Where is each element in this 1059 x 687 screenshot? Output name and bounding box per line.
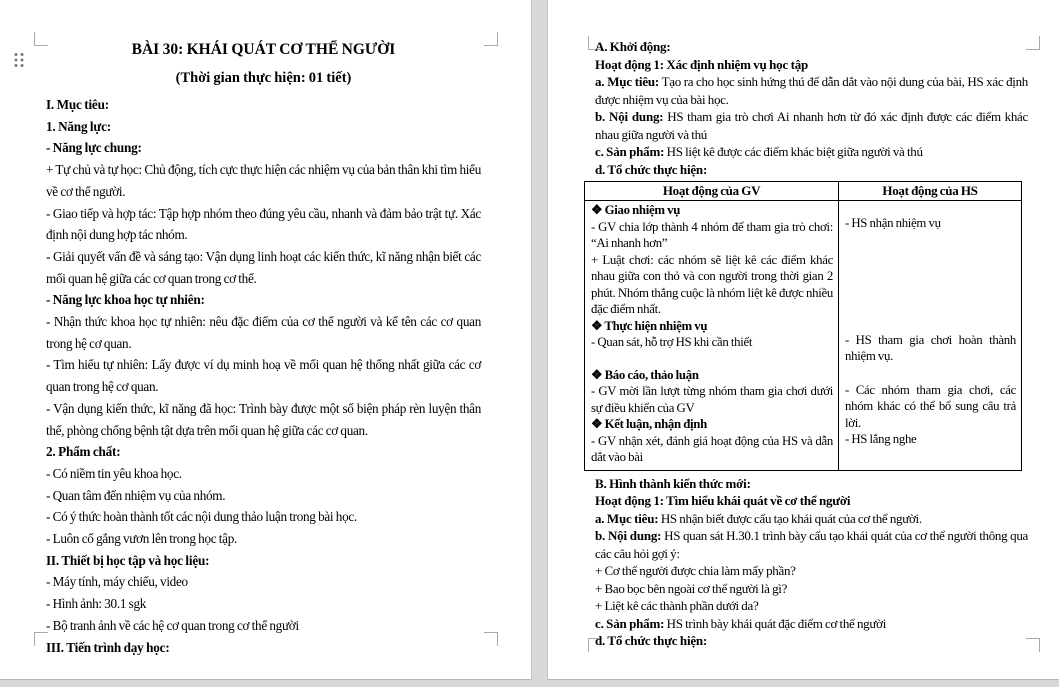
- text-boundary-mark: [1026, 638, 1040, 652]
- paragraph[interactable]: 2. Phẩm chất:: [46, 444, 121, 460]
- paragraph[interactable]: + Cơ thể người được chia làm mấy phần?: [595, 563, 796, 578]
- paragraph[interactable]: - GV nhận xét, đánh giá hoạt động của HS và dẫn dắt vào bài: [591, 433, 833, 464]
- paragraph[interactable]: - Có ý thức hoàn thành tốt các nội dung thảo luận trong bài học.: [46, 509, 357, 525]
- paragraph[interactable]: II. Thiết bị học tập và học liệu:: [46, 552, 210, 568]
- hs-cell[interactable]: [839, 201, 1022, 471]
- table-body-row: [585, 201, 1022, 471]
- paragraph[interactable]: ❖ Thực hiện nhiệm vụ: [591, 318, 708, 333]
- paragraph[interactable]: Hoạt động 1: Xác định nhiệm vụ học tập: [595, 56, 809, 72]
- paragraph[interactable]: b. Nội dung: HS quan sát H.30.1 trình bày cấu tạo khái quát của cơ thể người thông qua các câu hỏi gợi ý:: [595, 528, 1028, 561]
- text-boundary-mark: [1026, 36, 1040, 50]
- paragraph[interactable]: - Nhận thức khoa học tự nhiên: nêu đặc điểm của cơ thể người và kể tên các cơ quan trong hệ cơ quan.: [46, 314, 481, 351]
- text-boundary-mark: [484, 32, 498, 46]
- drag-handle-icon[interactable]: [13, 52, 25, 68]
- paragraph[interactable]: - HS lắng nghe: [845, 432, 917, 446]
- right-page-text: [591, 38, 1029, 650]
- paragraph[interactable]: B. Hình thành kiến thức mới:: [595, 475, 751, 491]
- paragraph[interactable]: + Luật chơi: các nhóm sẽ liệt kê các điểm khác nhau giữa con thỏ và con người trong thời gian 2 phút. Nhóm thắng cuộc là nhóm liệt kê được nhiều đặc điểm nhất.: [591, 252, 833, 316]
- paragraph[interactable]: - Năng lực chung:: [46, 140, 142, 156]
- paragraph[interactable]: + Bao bọc bên ngoài cơ thể người là gì?: [595, 580, 788, 596]
- paragraph[interactable]: a. Mục tiêu: Tạo ra cho học sinh hứng thú để dẫn dắt vào nội dung của bài, HS xác định được nhiệm vụ của bài học.: [595, 74, 1029, 107]
- paragraph[interactable]: b. Nội dung: HS tham gia trò chơi Ai nhanh hơn từ đó xác định được các điểm khác nhau giữa người và thú: [595, 109, 1028, 142]
- paragraph[interactable]: - Vận dụng kiến thức, kĩ năng đã học: Trình bày được một số biện pháp rèn luyện thân thể, phòng chống bệnh tật dựa trên mối quan hệ giữa các cơ quan.: [46, 400, 481, 438]
- left-page-text: [46, 36, 481, 658]
- paragraph[interactable]: - Các nhóm tham gia chơi, các nhóm khác có thể bổ sung câu trả lời.: [845, 382, 1016, 430]
- paragraph[interactable]: III. Tiến trình dạy học:: [46, 639, 170, 655]
- paragraph[interactable]: + Liệt kê các thành phần dưới da?: [595, 598, 759, 613]
- paragraph[interactable]: c. Sản phẩm: HS trình bày khái quát đặc điểm cơ thể người: [595, 615, 887, 631]
- paragraph[interactable]: - Giải quyết vấn đề và sáng tạo: Vận dụng linh hoạt các kiến thức, kĩ năng nhận biết các mối quan hệ giữa các cơ quan trong cơ thể.: [46, 248, 481, 286]
- paragraph[interactable]: a. Mục tiêu: HS nhận biết được cấu tạo khái quát của cơ thể người.: [595, 510, 922, 526]
- activity-table[interactable]: [584, 181, 1022, 471]
- paragraph[interactable]: ❖ Giao nhiệm vụ: [591, 203, 681, 217]
- gv-cell[interactable]: [585, 201, 839, 471]
- table-header-row: [585, 182, 1022, 201]
- document-page-right[interactable]: [547, 0, 1059, 680]
- paragraph[interactable]: - GV chia lớp thành 4 nhóm để tham gia trò chơi: “Ai nhanh hơn”: [591, 219, 833, 250]
- paragraph[interactable]: d. Tổ chức thực hiện:: [595, 161, 708, 177]
- paragraph[interactable]: - Quan tâm đến nhiệm vụ của nhóm.: [46, 487, 226, 503]
- document-title[interactable]: BÀI 30: KHÁI QUÁT CƠ THỂ NGƯỜI: [131, 41, 396, 58]
- paragraph[interactable]: - Tìm hiểu tự nhiên: Lấy được ví dụ minh hoạ về mối quan hệ thống nhất giữa các cơ quan trong hệ cơ quan.: [46, 357, 481, 395]
- paragraph[interactable]: A. Khởi động:: [595, 39, 671, 54]
- paragraph[interactable]: - Hình ảnh: 30.1 sgk: [46, 596, 147, 612]
- document-page-left[interactable]: [0, 0, 532, 680]
- paragraph[interactable]: Hoạt động 1: Tìm hiểu khái quát về cơ thể người: [595, 493, 851, 508]
- paragraph[interactable]: ❖ Kết luận, nhận định: [591, 417, 707, 431]
- paragraph[interactable]: + Tự chủ và tự học: Chủ động, tích cực thực hiện các nhiệm vụ của bản thân khi tìm hiểu về cơ thể người.: [46, 162, 481, 199]
- paragraph[interactable]: - Quan sát, hỗ trợ HS khi cần thiết: [591, 335, 753, 349]
- paragraph[interactable]: - GV mời lần lượt từng nhóm tham gia chơi dưới sự điều khiển của GV: [591, 384, 833, 415]
- paragraph[interactable]: ❖ Báo cáo, thảo luận: [591, 367, 699, 382]
- paragraph[interactable]: - Có niềm tin yêu khoa học.: [46, 465, 182, 481]
- document-subtitle[interactable]: (Thời gian thực hiện: 01 tiết): [175, 70, 352, 86]
- table-header-hs[interactable]: Hoạt động của HS: [839, 182, 1022, 201]
- paragraph[interactable]: - Máy tính, máy chiếu, video: [46, 574, 188, 590]
- text-boundary-mark: [484, 632, 498, 646]
- paragraph[interactable]: - Luôn cố gắng vươn lên trong học tập.: [46, 531, 237, 547]
- paragraph[interactable]: - Giao tiếp và hợp tác: Tập hợp nhóm theo đúng yêu cầu, nhanh và đảm bảo trật tự. Xác định nội dung hợp tác nhóm.: [46, 205, 481, 243]
- paragraph[interactable]: - HS nhận nhiệm vụ: [845, 216, 941, 230]
- paragraph[interactable]: - Bộ tranh ảnh về các hệ cơ quan trong cơ thể người: [46, 617, 299, 633]
- paragraph[interactable]: d. Tổ chức thực hiện:: [595, 633, 708, 648]
- paragraph[interactable]: c. Sản phẩm: HS liệt kê được các điểm khác biệt giữa người và thú: [595, 144, 923, 159]
- paragraph[interactable]: 1. Năng lực:: [46, 118, 111, 134]
- table-header-gv[interactable]: Hoạt động của GV: [585, 182, 839, 201]
- paragraph[interactable]: I. Mục tiêu:: [46, 97, 109, 112]
- paragraph[interactable]: - HS tham gia chơi hoàn thành nhiệm vụ.: [845, 332, 1016, 363]
- paragraph[interactable]: - Năng lực khoa học tự nhiên:: [46, 292, 205, 308]
